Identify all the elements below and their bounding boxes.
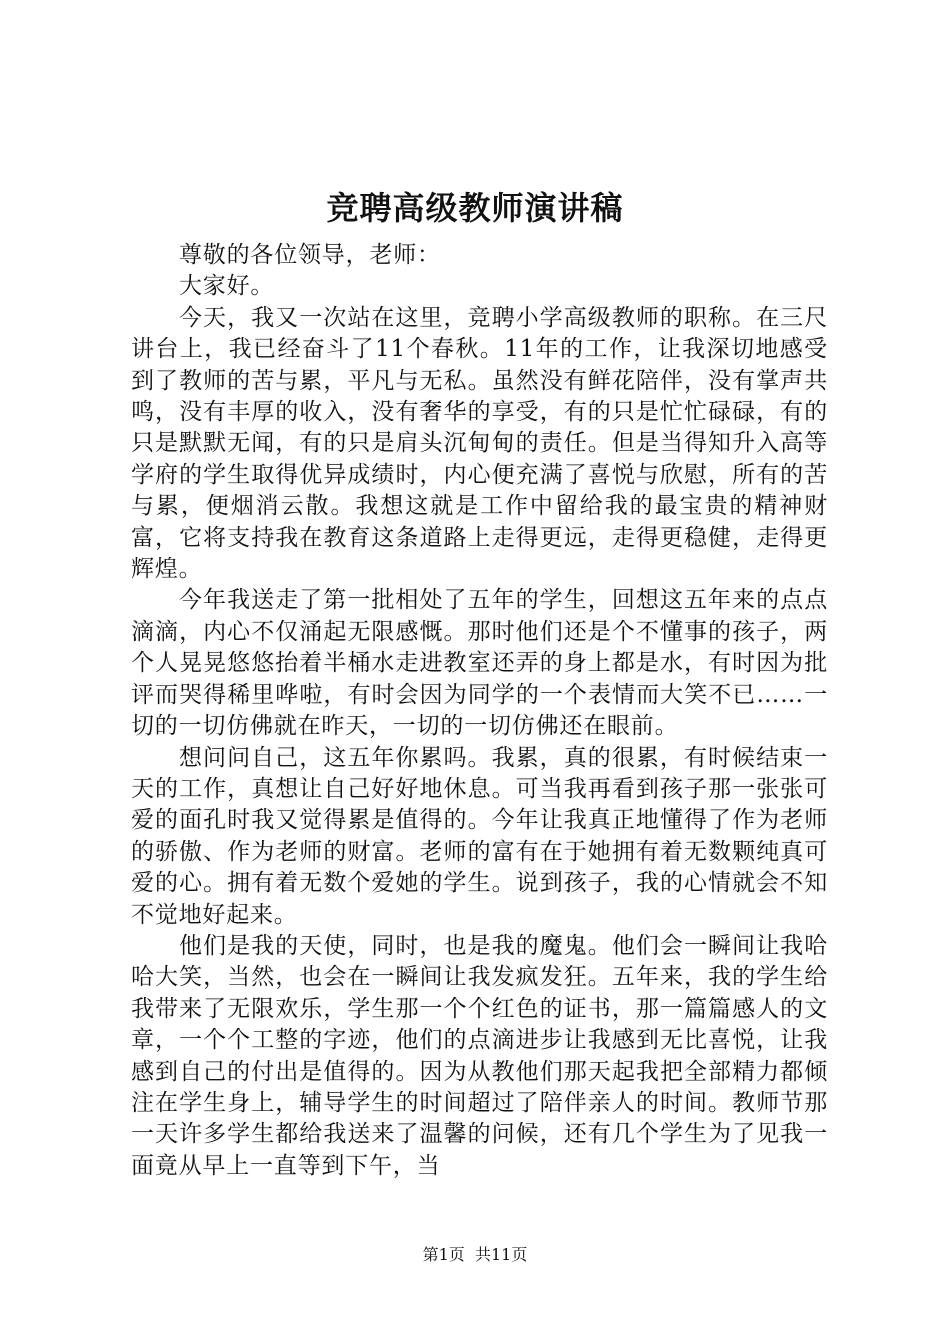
document-body xyxy=(131,240,828,1182)
salutation-paragraph: 尊敬的各位领导，老师： xyxy=(179,242,441,268)
page-total: 共11页 xyxy=(474,1245,528,1264)
page-footer xyxy=(0,1244,950,1266)
page-number: 第1页 xyxy=(422,1245,465,1264)
document-title: 竞聘高级教师演讲稿 xyxy=(326,189,624,227)
body-paragraph: 今年我送走了第一批相处了五年的学生，回想这五年来的点点滴滴，内心不仅涌起无限感慨。那时他们还是个不懂事的孩子，两个人晃晃悠悠抬着半桶水走进教室还弄的身上都是水，有时因为批评而哭得稀里哗啦，有时会因为同学的一个表情而大笑不已……一切的一切仿佛就在昨天，一切的一切仿佛还在眼前。 xyxy=(131,587,828,740)
body-paragraph: 他们是我的天使，同时，也是我的魔鬼。他们会一瞬间让我哈哈大笑，当然，也会在一瞬间让我发疯发狂。五年来，我的学生给我带来了无限欢乐，学生那一个个红色的证书，那一篇篇感人的文章，一个个工整的字迹，他们的点滴进步让我感到无比喜悦，让我感到自己的付出是值得的。因为从教他们那天起我把全部精力都倾注在学生身上，辅导学生的时间超过了陪伴亲人的时间。教师节那一天许多学生都给我送来了温馨的问候，还有几个学生为了见我一面竟从早上一直等到下午，当 xyxy=(131,932,828,1179)
body-paragraph: 想问问自己，这五年你累吗。我累，真的很累，有时候结束一天的工作，真想让自己好好地休息。可当我再看到孩子那一张张可爱的面孔时我又觉得累是值得的。今年让我真正地懂得了作为老师的骄傲、作为老师的财富。老师的富有在于她拥有着无数颗纯真可爱的心。拥有着无数个爱她的学生。说到孩子，我的心情就会不知不觉地好起来。 xyxy=(131,744,828,928)
greeting-paragraph: 大家好。 xyxy=(179,273,275,300)
body-paragraph: 今天，我又一次站在这里，竞聘小学高级教师的职称。在三尺讲台上，我已经奋斗了11个春秋。11年的工作，让我深切地感受到了教师的苦与累，平凡与无私。虽然没有鲜花陪伴，没有掌声共鸣，没有丰厚的收入，没有奢华的享受，有的只是忙忙碌碌，有的只是默默无闻，有的只是肩头沉甸甸的责任。但是当得知升入高等学府的学生取得优异成绩时，内心便充满了喜悦与欣慰，所有的苦与累，便烟消云散。我想这就是工作中留给我的最宝贵的精神财富，它将支持我在教育这条道路上走得更远，走得更稳健，走得更辉煌。 xyxy=(131,304,828,583)
footer-separator xyxy=(465,1245,475,1264)
